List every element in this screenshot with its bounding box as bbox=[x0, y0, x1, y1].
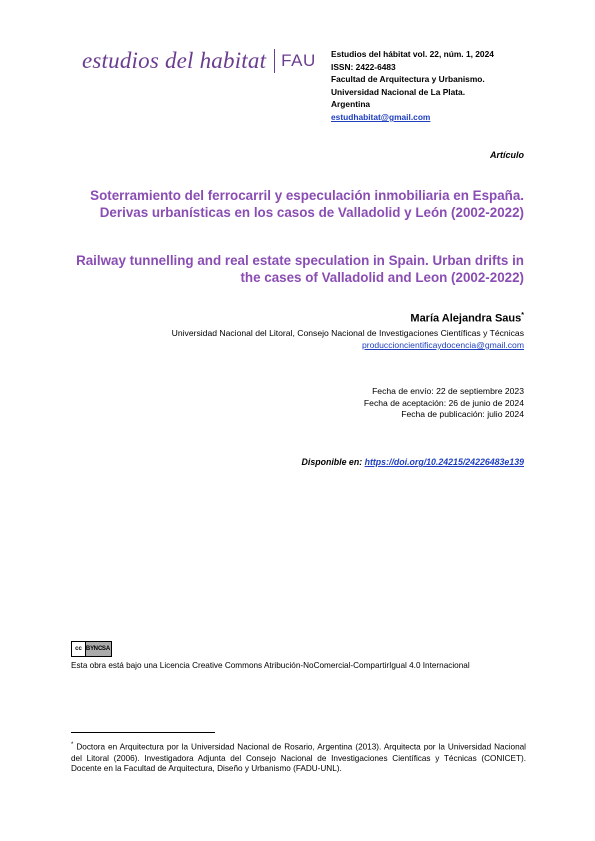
journal-faculty: Facultad de Arquitectura y Urbanismo. bbox=[331, 74, 485, 85]
author-name-text: María Alejandra Saus bbox=[410, 312, 522, 325]
author-affiliation: Universidad Nacional del Litoral, Consejo Nacional de Investigaciones Científicas y Técnicas bbox=[171, 328, 524, 338]
journal-university: Universidad Nacional de La Plata. bbox=[331, 86, 466, 97]
by-icon: BY bbox=[85, 646, 95, 652]
footnote-text: Doctora en Arquitectura por la Universidad Nacional de Rosario, Argentina (2013). Arquitecta por la Universidad Nacional del Litoral (2006). Investigadora Adjunta del Consejo Nacional de Investigaciones Científicas y Técnicas (CONICET). Docente en la Facultad de Arquitectura, Diseño y Urbanismo (FADU-UNL). bbox=[71, 742, 526, 774]
title-spanish: Soterramiento del ferrocarril y especulación inmobiliaria en España. Derivas urbanísticas en los casos de Valladolid y León (2002-2022) bbox=[90, 188, 524, 220]
doi-link[interactable]: https://doi.org/10.24215/24226483e139 bbox=[364, 457, 524, 467]
doi-line bbox=[302, 457, 524, 467]
article-type: Artículo bbox=[489, 150, 524, 160]
title-english: Railway tunnelling and real estate speculation in Spain. Urban drifts in the cases of Valladolid and Leon (2002-2022) bbox=[76, 253, 524, 285]
date-published: Fecha de publicación: julio 2024 bbox=[401, 409, 524, 420]
logo-faculty: FAU bbox=[281, 51, 316, 70]
journal-volume: Estudios del hábitat vol. 22, núm. 1, 2024 bbox=[331, 49, 494, 59]
nc-icon: NC bbox=[93, 646, 103, 652]
logo-divider bbox=[274, 49, 275, 73]
journal-email-link[interactable]: estudhabitat@gmail.com bbox=[331, 111, 431, 122]
cc-icon: cc bbox=[72, 642, 86, 656]
cc-license-badge[interactable] bbox=[71, 641, 112, 657]
author-footnote-mark[interactable]: * bbox=[521, 312, 524, 319]
footnote-mark: * bbox=[71, 742, 74, 748]
journal-info bbox=[331, 48, 494, 124]
journal-country: Argentina bbox=[331, 99, 371, 110]
date-sent: Fecha de envío: 22 de septiembre 2023 bbox=[372, 386, 524, 396]
journal-logo bbox=[82, 48, 316, 74]
author-email-link[interactable]: produccioncientificaydocencia@gmail.com bbox=[361, 340, 524, 350]
author-footnote bbox=[71, 740, 526, 775]
author-name bbox=[410, 312, 524, 325]
logo-wordmark: estudios del habitat bbox=[82, 48, 267, 73]
journal-issn: ISSN: 2422-6483 bbox=[331, 61, 396, 72]
date-accepted: Fecha de aceptación: 26 de junio de 2024 bbox=[363, 397, 524, 408]
footnote-divider bbox=[71, 732, 215, 733]
sa-icon: SA bbox=[101, 646, 111, 652]
publication-dates bbox=[364, 386, 524, 421]
license-text: Esta obra está bajo una Licencia Creative Commons Atribución-NoComercial-CompartirIgual 4.0 Internacional bbox=[71, 661, 470, 670]
doi-label: Disponible en: bbox=[301, 457, 363, 467]
